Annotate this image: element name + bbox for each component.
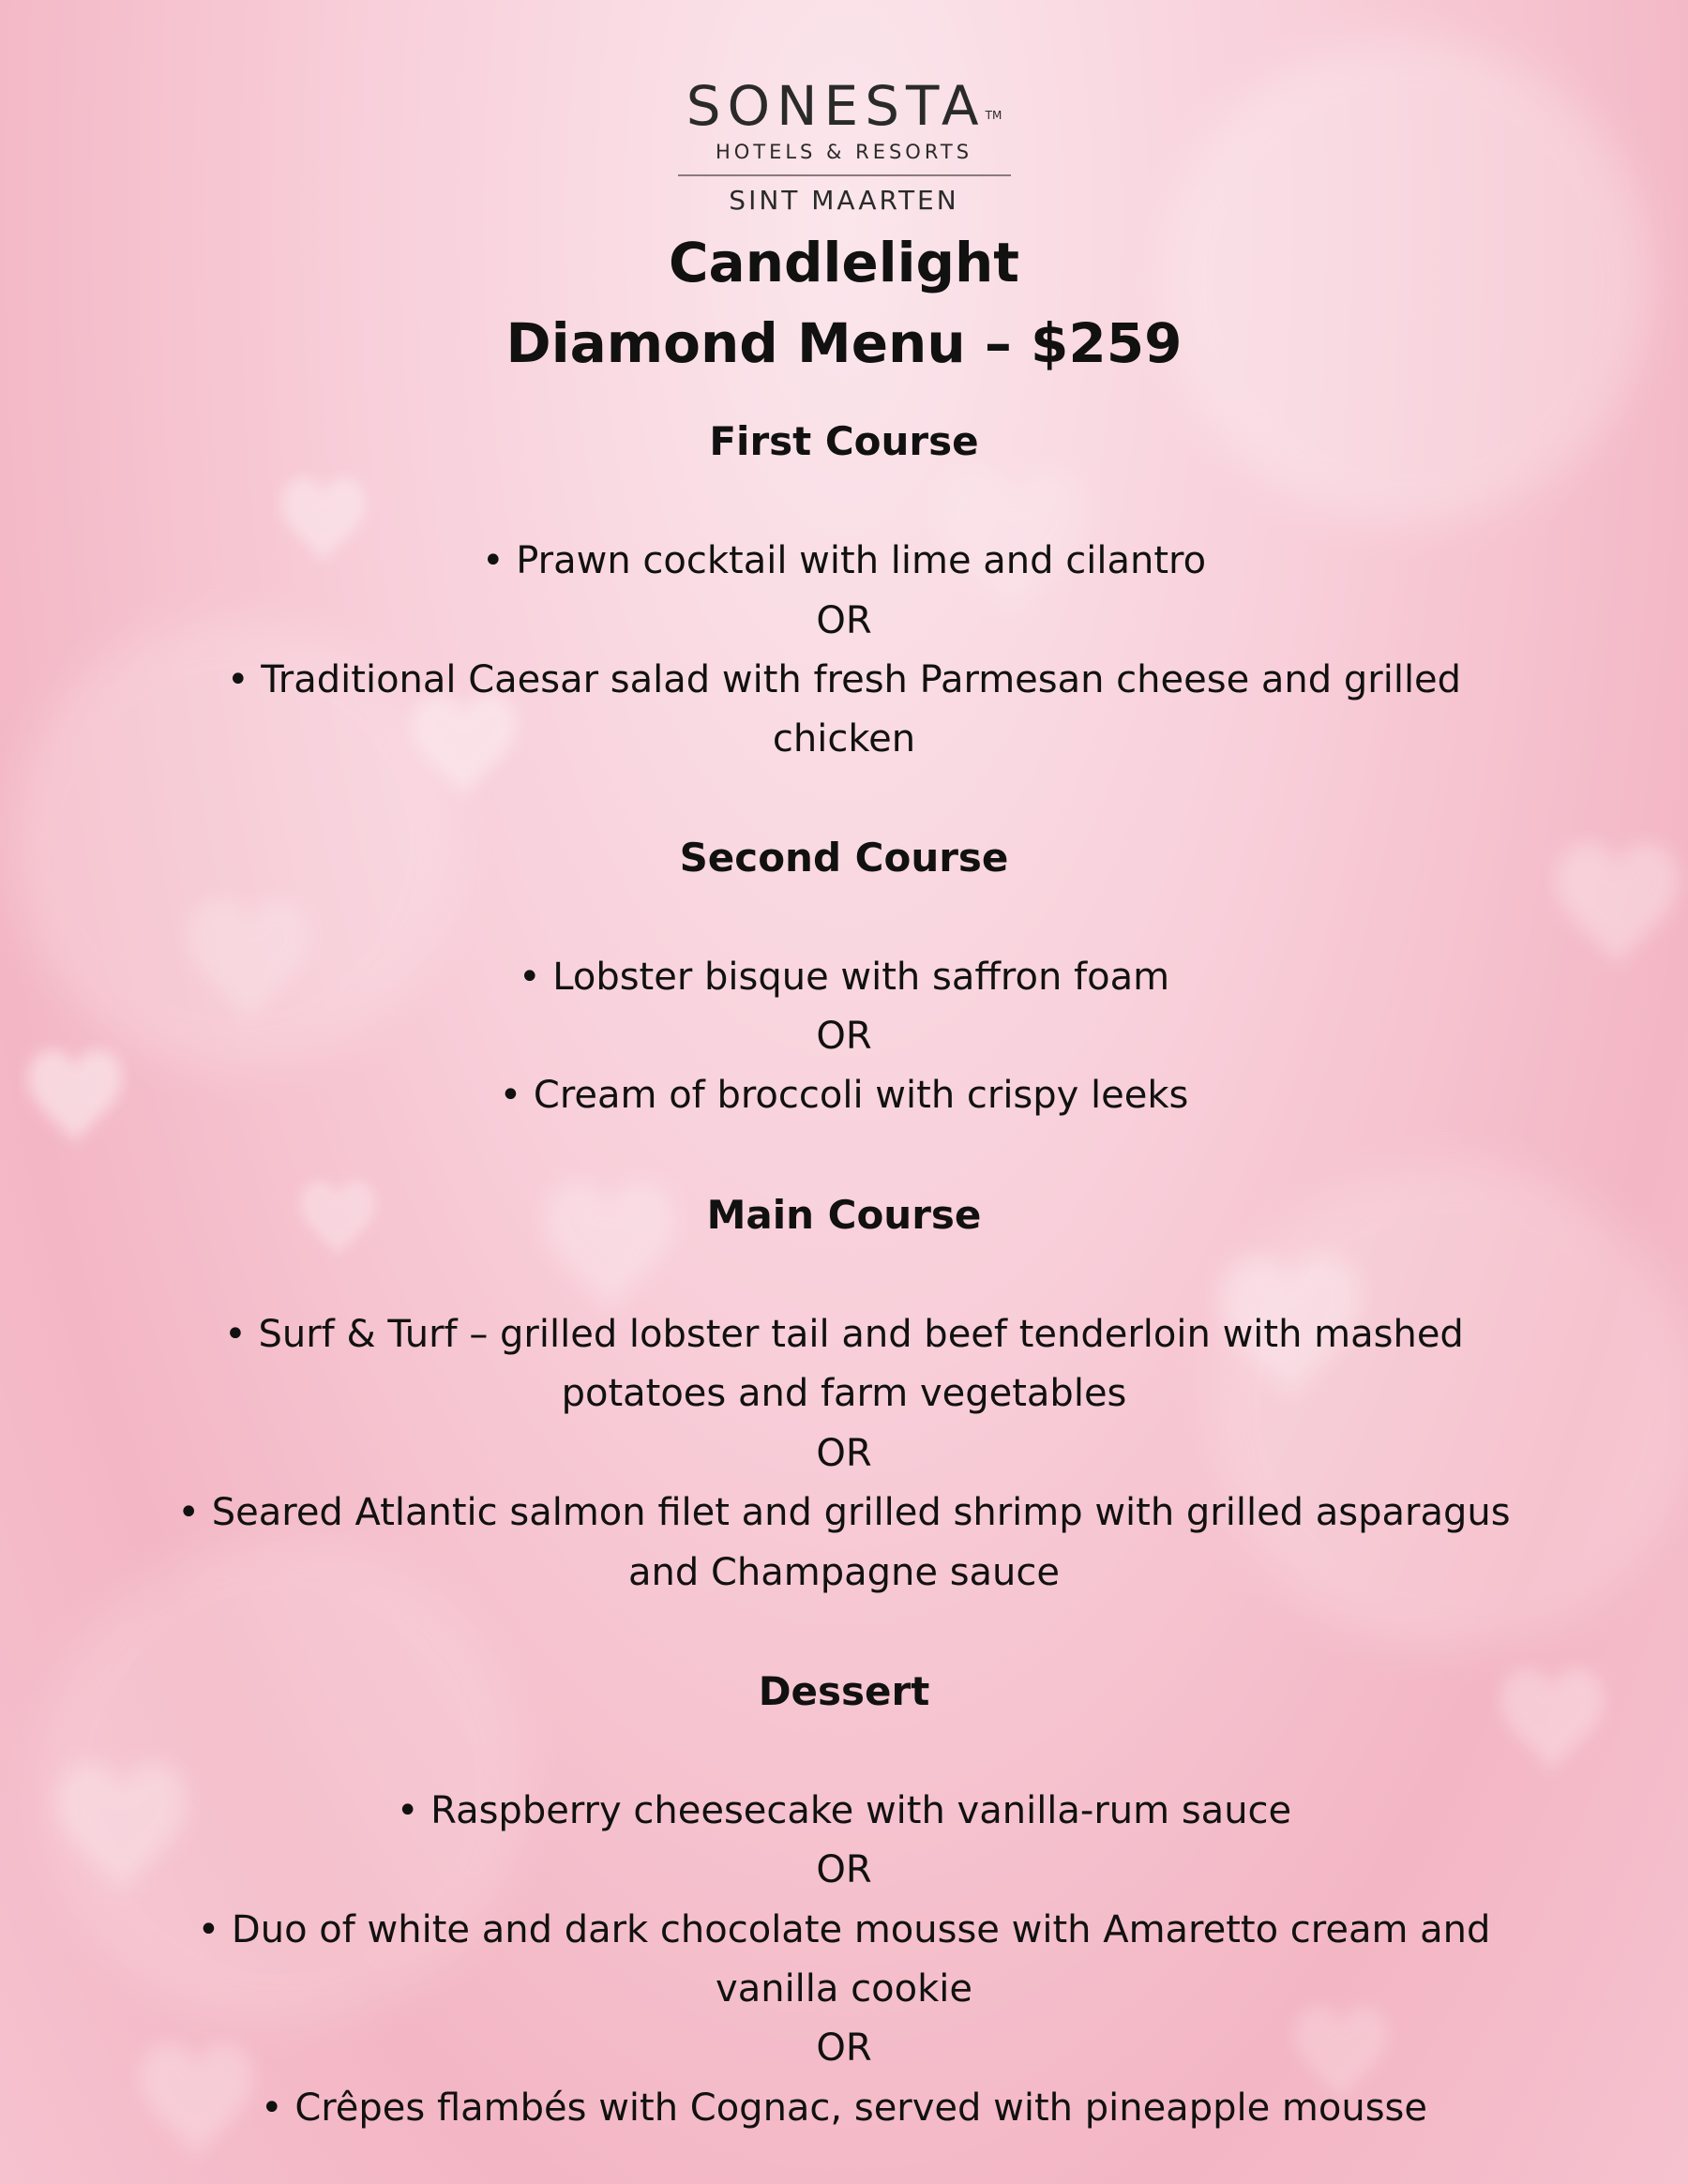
second-course-option-2: • Cream of broccoli with crispy leeks [0, 1065, 1688, 1125]
first-course-option-2-cont: chicken [772, 717, 916, 761]
first-course-heading: First Course [709, 418, 979, 464]
menu-title: Candlelight [668, 231, 1020, 294]
second-course-heading: Second Course [679, 835, 1009, 881]
first-course-option-1: • Prawn cocktail with lime and cilantro [0, 531, 1688, 591]
logo-location: SINT MAARTEN [729, 185, 959, 216]
main-course-option-1-cont: potatoes and farm vegetables [561, 1372, 1127, 1415]
main-course-option-2-cont: and Champagne sauce [628, 1551, 1060, 1594]
or-separator: OR [816, 1015, 872, 1058]
trademark-mark: TM [985, 109, 1002, 122]
second-course-option-1: • Lobster bisque with saffron foam [0, 947, 1688, 1007]
logo-divider [678, 174, 1011, 176]
or-separator: OR [816, 1848, 872, 1891]
main-course-heading: Main Course [706, 1192, 982, 1238]
or-separator: OR [816, 2026, 872, 2070]
dessert-option-3: • Crêpes flambés with Cognac, served with pineapple mousse [0, 2078, 1688, 2138]
sonesta-logo [0, 73, 1688, 218]
dessert-option-1: • Raspberry cheesecake with vanilla-rum sauce [0, 1781, 1688, 1841]
dessert-heading: Dessert [758, 1668, 930, 1714]
dessert-option-2-cont: vanilla cookie [716, 1967, 972, 2011]
dessert-option-2: • Duo of white and dark chocolate mousse with Amaretto cream and [0, 1900, 1688, 1960]
menu-subtitle-price: Diamond Menu – $259 [505, 311, 1183, 375]
or-separator: OR [816, 1432, 872, 1475]
main-course-option-2: • Seared Atlantic salmon filet and grilled shrimp with grilled asparagus [0, 1483, 1688, 1543]
logo-brand-text: SONESTA [686, 74, 986, 138]
main-course-option-1: • Surf & Turf – grilled lobster tail and beef tenderloin with mashed [0, 1304, 1688, 1364]
or-separator: OR [816, 599, 872, 642]
first-course-option-2: • Traditional Caesar salad with fresh Parmesan cheese and grilled [0, 650, 1688, 710]
logo-brand-name [0, 73, 1688, 139]
logo-tagline: HOTELS & RESORTS [715, 141, 973, 163]
